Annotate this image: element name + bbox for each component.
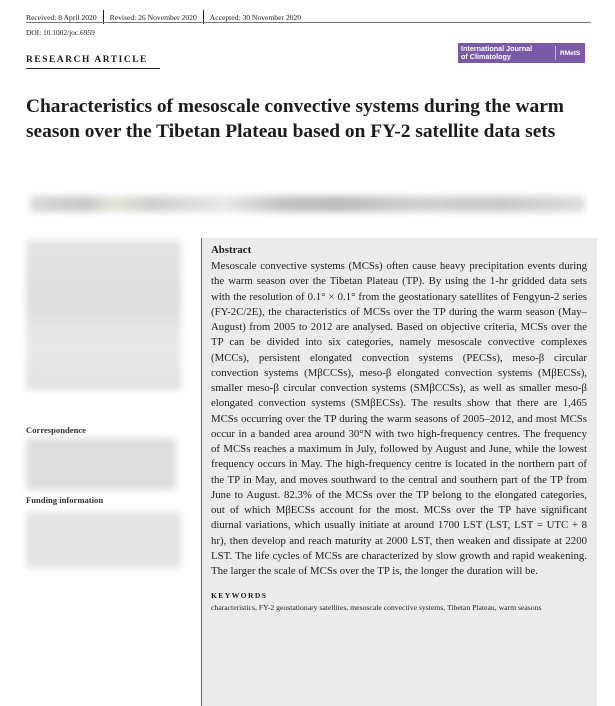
abstract-text: Mesoscale convective systems (MCSs) often cause heavy precipitation events during the warm season over the Tibetan Plateau (TP). By using the 1-hr gridded data sets with the resolution of 0.1° × 0.1° from the geostationary satellites of Fengyun-2 series (FY-2C/2E), the characteristics of MCSs over the TP during the warm season (May–August) from 2005 to 2012 are analysed. Based on objective criteria, MCSs over the TP can be divided into six categories, namely mesoscale convective complexes (MCCs), persistent elongated convection systems (PECSs), meso-β circular convection systems (MβCCSs), meso-β elongated convection systems (MβECSs), smaller meso-β circular convection systems (SMβCCSs), as well as smaller meso-β elongated convection systems (SMβECSs). The results show that there are 1,465 MCSs occurring over the TP during the warm seasons of 2005–2012, and most MCSs occur in a banded area around 30°N with two high-frequency centres. The frequency of MCSs reaches a maximum in July, followed by August and June, while the lowest frequency occurs in May. The high-frequency centre is located in the northern part of the TP in May, and moves southward to the central and southern part of the TP from June to August. 82.3% of the MCSs over the TP belong to the elongated categories, out of which MβECSs account for the most. MCSs over the TP have significant diurnal variations, which usually initiate at around 1700 LST (LST, LST = UTC + 8 hr), then develop and reach maturity at 2000 LST, then weaken and dissipate at 2200 LST. The life cycles of MCSs are characterized by slow growth and rapid weakening. The larger the scale of MCSs over the TP is, the longer the duration will be.: [211, 260, 587, 577]
revised-date: Revised: 26 November 2020: [109, 12, 197, 22]
article-title: Characteristics of mesoscale convective systems during the warm season over the Tibetan Plateau based on FY-2 satellite data sets: [26, 96, 564, 142]
author-list-blurred: [30, 196, 585, 212]
article-type-label: RESEARCH ARTICLE: [26, 55, 148, 65]
journal-name: [458, 45, 553, 60]
keywords-heading: KEYWORDS: [211, 591, 268, 601]
received-date: Received: 8 April 2020: [26, 12, 97, 22]
journal-badge[interactable]: [458, 43, 585, 63]
article-type-underline: [26, 68, 160, 69]
affiliations-blurred: [26, 240, 181, 390]
journal-name-line2: of Climatology: [461, 52, 511, 61]
correspondence-heading: Correspondence: [26, 425, 86, 435]
doi-link[interactable]: DOI: 10.1002/joc.6959: [26, 28, 95, 37]
accepted-date: Accepted: 30 November 2020: [209, 12, 302, 22]
abstract-heading: Abstract: [211, 244, 252, 256]
correspondence-blurred: [26, 438, 176, 490]
header-rule: [26, 22, 591, 23]
funding-blurred: [26, 512, 181, 568]
publisher-logo: RMetS: [555, 46, 580, 60]
keywords-text: characteristics, FY-2 geostationary satellites, mesoscale convective systems, Tibetan Plateau, warm seasons: [211, 603, 542, 613]
abstract-panel: [201, 238, 597, 706]
journal-name-line1: International Journal: [461, 44, 533, 54]
funding-heading: Funding information: [26, 495, 104, 505]
